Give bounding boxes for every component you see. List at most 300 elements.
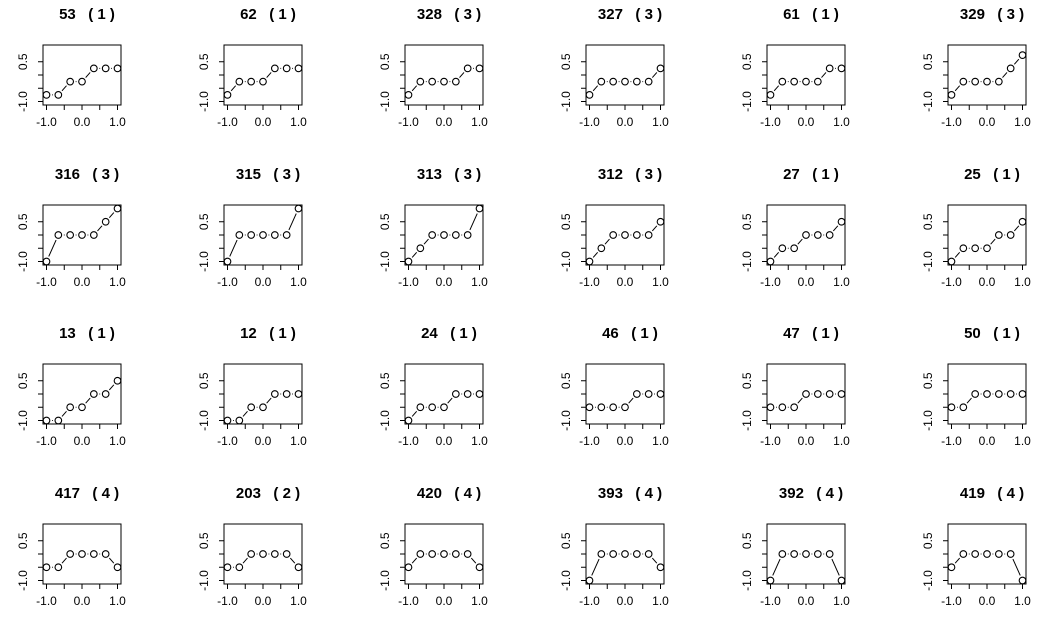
- y-tick-label: -1.0: [197, 570, 211, 591]
- data-point: [972, 391, 979, 398]
- panel-title: 46 ( 1 ): [602, 325, 658, 342]
- data-point: [283, 391, 290, 398]
- chart-panel: [0, 0, 174, 155]
- panel-plot: [724, 0, 898, 155]
- chart-panel: [724, 319, 898, 474]
- data-point: [838, 65, 845, 72]
- data-point: [248, 404, 255, 411]
- x-tick-label: -1.0: [36, 434, 57, 448]
- y-tick-label: 0.5: [559, 213, 573, 231]
- data-point: [55, 232, 62, 239]
- y-tick-label: -1.0: [921, 91, 935, 112]
- data-point: [79, 404, 86, 411]
- data-point: [441, 232, 448, 239]
- y-tick-label: 0.5: [559, 532, 573, 550]
- series-segment: [955, 558, 960, 563]
- series-segment: [424, 239, 429, 244]
- y-tick-label: -1.0: [740, 570, 754, 591]
- plot-frame: [224, 45, 302, 105]
- panel-plot: [543, 0, 717, 155]
- panel-plot: [724, 160, 898, 315]
- chart-panel: [543, 479, 717, 634]
- data-point: [1007, 551, 1014, 558]
- chart-panel: [0, 160, 174, 315]
- series-segment: [412, 558, 417, 563]
- y-tick-label: -1.0: [559, 251, 573, 272]
- data-point: [779, 245, 786, 252]
- y-tick-label: -1.0: [559, 91, 573, 112]
- data-point: [248, 551, 255, 558]
- data-point: [586, 92, 593, 99]
- data-point: [948, 404, 955, 411]
- data-point: [248, 232, 255, 239]
- x-tick-label: 1.0: [109, 594, 126, 608]
- y-tick-label: -1.0: [16, 410, 30, 431]
- panel-title: 316 ( 3 ): [54, 166, 120, 183]
- series-segment: [652, 558, 657, 563]
- y-tick-label: -1.0: [740, 251, 754, 272]
- data-point: [295, 65, 302, 72]
- y-tick-label: 0.5: [378, 213, 392, 231]
- panel-plot: [905, 319, 1043, 474]
- series-segment: [289, 214, 296, 230]
- data-point: [622, 404, 629, 411]
- plot-frame: [948, 45, 1026, 105]
- data-point: [598, 78, 605, 85]
- data-point: [453, 232, 460, 239]
- data-point: [1007, 391, 1014, 398]
- series-segment: [86, 72, 91, 77]
- x-tick-label: -1.0: [36, 115, 57, 129]
- data-point: [645, 232, 652, 239]
- series-segment: [605, 239, 610, 244]
- series-segment: [629, 398, 634, 403]
- data-point: [43, 92, 50, 99]
- data-point: [960, 404, 967, 411]
- data-point: [586, 577, 593, 584]
- panel-title: 61 ( 1 ): [783, 6, 839, 23]
- x-tick-label: 1.0: [1014, 275, 1031, 289]
- data-point: [634, 391, 641, 398]
- data-point: [67, 551, 74, 558]
- x-tick-label: 1.0: [290, 594, 307, 608]
- x-tick-label: 1.0: [652, 434, 669, 448]
- panel-title: 27 ( 1 ): [783, 166, 839, 183]
- data-point: [236, 564, 243, 571]
- y-tick-label: -1.0: [197, 410, 211, 431]
- y-tick-label: 0.5: [740, 532, 754, 550]
- data-point: [791, 78, 798, 85]
- data-point: [960, 245, 967, 252]
- series-segment: [97, 226, 102, 231]
- series-segment: [832, 559, 839, 575]
- data-point: [657, 564, 664, 571]
- data-point: [960, 551, 967, 558]
- data-point: [91, 391, 98, 398]
- data-point: [114, 205, 121, 212]
- x-tick-label: -1.0: [398, 275, 419, 289]
- x-tick-label: -1.0: [217, 115, 238, 129]
- x-tick-label: -1.0: [217, 594, 238, 608]
- y-tick-label: 0.5: [16, 532, 30, 550]
- data-point: [972, 245, 979, 252]
- data-point: [838, 218, 845, 225]
- data-point: [453, 78, 460, 85]
- data-point: [815, 391, 822, 398]
- data-point: [610, 232, 617, 239]
- x-tick-label: 0.0: [616, 115, 634, 129]
- data-point: [55, 564, 62, 571]
- data-point: [826, 391, 833, 398]
- data-point: [996, 232, 1003, 239]
- data-point: [657, 391, 664, 398]
- series-segment: [593, 86, 598, 91]
- data-point: [283, 551, 290, 558]
- data-point: [767, 258, 774, 265]
- plot-frame: [405, 45, 483, 105]
- data-point: [779, 404, 786, 411]
- data-point: [622, 78, 629, 85]
- data-point: [295, 205, 302, 212]
- plot-frame: [586, 45, 664, 105]
- data-point: [779, 78, 786, 85]
- data-point: [464, 232, 471, 239]
- x-tick-label: 0.0: [73, 115, 91, 129]
- data-point: [1007, 232, 1014, 239]
- data-point: [791, 404, 798, 411]
- data-point: [826, 65, 833, 72]
- y-tick-label: 0.5: [921, 532, 935, 550]
- panel-plot: [181, 0, 355, 155]
- x-tick-label: 0.0: [254, 594, 272, 608]
- series-segment: [109, 558, 114, 563]
- series-segment: [592, 559, 599, 575]
- x-tick-label: 1.0: [471, 275, 488, 289]
- panel-plot: [362, 160, 536, 315]
- data-point: [295, 564, 302, 571]
- y-tick-label: 0.5: [740, 53, 754, 71]
- data-point: [996, 391, 1003, 398]
- x-tick-label: -1.0: [941, 115, 962, 129]
- y-tick-label: 0.5: [559, 372, 573, 390]
- y-tick-label: -1.0: [378, 570, 392, 591]
- y-tick-label: -1.0: [559, 570, 573, 591]
- y-tick-label: -1.0: [740, 410, 754, 431]
- panel-title: 24 ( 1 ): [421, 325, 477, 342]
- panel-title: 13 ( 1 ): [59, 325, 115, 342]
- data-point: [610, 551, 617, 558]
- data-point: [405, 564, 412, 571]
- x-tick-label: 1.0: [471, 115, 488, 129]
- x-tick-label: -1.0: [36, 275, 57, 289]
- data-point: [972, 551, 979, 558]
- data-point: [102, 551, 109, 558]
- chart-panel: [724, 160, 898, 315]
- panel-title: 419 ( 4 ): [959, 485, 1025, 502]
- x-tick-label: -1.0: [941, 275, 962, 289]
- chart-panel: [181, 319, 355, 474]
- panel-title: 329 ( 3 ): [959, 6, 1025, 23]
- series-segment: [774, 252, 779, 257]
- series-segment: [459, 72, 464, 77]
- x-tick-label: 1.0: [471, 434, 488, 448]
- panel-plot: [905, 160, 1043, 315]
- panel-title: 62 ( 1 ): [240, 6, 296, 23]
- series-segment: [412, 252, 417, 257]
- data-point: [610, 404, 617, 411]
- x-tick-label: -1.0: [36, 594, 57, 608]
- data-point: [996, 551, 1003, 558]
- x-tick-label: 0.0: [435, 275, 453, 289]
- y-tick-label: 0.5: [16, 213, 30, 231]
- x-tick-label: 1.0: [109, 434, 126, 448]
- data-point: [1019, 391, 1026, 398]
- data-point: [417, 404, 424, 411]
- panel-title: 328 ( 3 ): [416, 6, 482, 23]
- data-point: [429, 404, 436, 411]
- chart-panel: [181, 160, 355, 315]
- series-segment: [1014, 226, 1019, 231]
- x-tick-label: 0.0: [435, 115, 453, 129]
- data-point: [767, 404, 774, 411]
- series-segment: [955, 86, 960, 91]
- series-segment: [773, 559, 780, 575]
- chart-panel: [543, 160, 717, 315]
- chart-panel: [905, 0, 1043, 155]
- x-tick-label: 1.0: [109, 275, 126, 289]
- data-point: [598, 551, 605, 558]
- y-tick-label: -1.0: [378, 91, 392, 112]
- data-point: [417, 245, 424, 252]
- x-tick-label: 1.0: [290, 275, 307, 289]
- y-tick-label: 0.5: [197, 213, 211, 231]
- panel-plot: [724, 319, 898, 474]
- data-point: [429, 551, 436, 558]
- x-tick-label: 1.0: [652, 115, 669, 129]
- x-tick-label: -1.0: [398, 594, 419, 608]
- series-segment: [290, 558, 295, 563]
- y-tick-label: -1.0: [378, 251, 392, 272]
- panel-plot: [362, 319, 536, 474]
- panel-title: 312 ( 3 ): [597, 166, 663, 183]
- panel-title: 53 ( 1 ): [59, 6, 115, 23]
- y-tick-label: 0.5: [921, 53, 935, 71]
- data-point: [815, 232, 822, 239]
- data-point: [283, 65, 290, 72]
- data-point: [272, 65, 279, 72]
- x-tick-label: -1.0: [941, 434, 962, 448]
- panel-title: 47 ( 1 ): [783, 325, 839, 342]
- chart-panel: [0, 319, 174, 474]
- data-point: [91, 232, 98, 239]
- panel-plot: [0, 319, 174, 474]
- data-point: [476, 564, 483, 571]
- x-tick-label: 1.0: [833, 275, 850, 289]
- data-point: [429, 232, 436, 239]
- x-tick-label: 0.0: [797, 434, 815, 448]
- data-point: [224, 417, 231, 424]
- y-tick-label: -1.0: [16, 91, 30, 112]
- data-point: [1019, 52, 1026, 59]
- data-point: [657, 218, 664, 225]
- x-tick-label: 0.0: [435, 434, 453, 448]
- x-tick-label: -1.0: [760, 275, 781, 289]
- chart-panel: [181, 0, 355, 155]
- data-point: [441, 404, 448, 411]
- x-tick-label: 0.0: [73, 594, 91, 608]
- series-segment: [991, 239, 996, 244]
- data-point: [634, 78, 641, 85]
- panel-plot: [905, 479, 1043, 634]
- data-point: [826, 551, 833, 558]
- data-point: [441, 551, 448, 558]
- x-tick-label: 0.0: [978, 594, 996, 608]
- panel-plot: [362, 0, 536, 155]
- data-point: [803, 78, 810, 85]
- data-point: [779, 551, 786, 558]
- chart-panel: [543, 0, 717, 155]
- data-point: [610, 78, 617, 85]
- data-point: [248, 78, 255, 85]
- panel-plot: [181, 479, 355, 634]
- series-segment: [62, 558, 67, 563]
- series-segment: [967, 398, 972, 403]
- data-point: [102, 218, 109, 225]
- series-segment: [243, 558, 248, 563]
- x-tick-label: 1.0: [471, 594, 488, 608]
- y-tick-label: 0.5: [378, 372, 392, 390]
- panel-title: 393 ( 4 ): [597, 485, 663, 502]
- data-point: [236, 417, 243, 424]
- series-segment: [652, 226, 657, 231]
- data-point: [67, 78, 74, 85]
- data-point: [657, 65, 664, 72]
- series-segment: [49, 240, 56, 256]
- data-point: [55, 417, 62, 424]
- panel-title: 25 ( 1 ): [964, 166, 1020, 183]
- y-tick-label: -1.0: [197, 91, 211, 112]
- x-tick-label: -1.0: [760, 115, 781, 129]
- data-point: [464, 551, 471, 558]
- chart-panel: [362, 160, 536, 315]
- data-point: [645, 551, 652, 558]
- chart-panel: [724, 479, 898, 634]
- data-point: [598, 245, 605, 252]
- y-tick-label: 0.5: [16, 53, 30, 71]
- x-tick-label: -1.0: [579, 275, 600, 289]
- data-point: [55, 92, 62, 99]
- x-tick-label: 1.0: [1014, 594, 1031, 608]
- data-point: [476, 65, 483, 72]
- data-point: [79, 551, 86, 558]
- data-point: [260, 551, 267, 558]
- panel-title: 12 ( 1 ): [240, 325, 296, 342]
- data-point: [476, 205, 483, 212]
- chart-panel: [724, 0, 898, 155]
- series-segment: [955, 252, 960, 257]
- data-point: [91, 551, 98, 558]
- series-segment: [821, 72, 826, 77]
- panel-title: 327 ( 3 ): [597, 6, 663, 23]
- y-tick-label: -1.0: [197, 251, 211, 272]
- data-point: [1019, 218, 1026, 225]
- x-tick-label: -1.0: [760, 434, 781, 448]
- y-tick-label: -1.0: [16, 251, 30, 272]
- data-point: [634, 551, 641, 558]
- data-point: [67, 232, 74, 239]
- x-tick-label: 1.0: [833, 115, 850, 129]
- series-segment: [833, 226, 838, 231]
- data-point: [791, 245, 798, 252]
- data-point: [767, 577, 774, 584]
- data-point: [79, 232, 86, 239]
- y-tick-label: -1.0: [16, 570, 30, 591]
- series-segment: [1014, 59, 1019, 64]
- x-tick-label: 0.0: [254, 434, 272, 448]
- y-tick-label: 0.5: [197, 532, 211, 550]
- data-point: [586, 404, 593, 411]
- data-point: [453, 551, 460, 558]
- data-point: [634, 232, 641, 239]
- panel-plot: [0, 479, 174, 634]
- x-tick-label: -1.0: [217, 434, 238, 448]
- data-point: [476, 391, 483, 398]
- x-tick-label: -1.0: [760, 594, 781, 608]
- y-tick-label: -1.0: [921, 410, 935, 431]
- data-point: [948, 92, 955, 99]
- data-point: [405, 417, 412, 424]
- y-tick-label: -1.0: [740, 91, 754, 112]
- x-tick-label: 1.0: [652, 594, 669, 608]
- data-point: [972, 78, 979, 85]
- x-tick-label: 0.0: [616, 275, 634, 289]
- data-point: [405, 258, 412, 265]
- series-segment: [448, 398, 453, 403]
- data-point: [586, 258, 593, 265]
- series-segment: [1013, 559, 1020, 575]
- data-point: [948, 258, 955, 265]
- data-point: [272, 391, 279, 398]
- data-point: [79, 78, 86, 85]
- data-point: [838, 391, 845, 398]
- x-tick-label: -1.0: [941, 594, 962, 608]
- x-tick-label: -1.0: [579, 115, 600, 129]
- data-point: [960, 78, 967, 85]
- panel-title: 417 ( 4 ): [54, 485, 120, 502]
- panel-title: 315 ( 3 ): [235, 166, 301, 183]
- x-tick-label: 0.0: [73, 275, 91, 289]
- data-point: [803, 391, 810, 398]
- chart-panel: [362, 319, 536, 474]
- data-point: [464, 391, 471, 398]
- data-point: [102, 65, 109, 72]
- x-tick-label: 1.0: [1014, 434, 1031, 448]
- x-tick-label: 0.0: [797, 594, 815, 608]
- y-tick-label: 0.5: [16, 372, 30, 390]
- x-tick-label: -1.0: [579, 434, 600, 448]
- y-tick-label: 0.5: [921, 213, 935, 231]
- data-point: [838, 577, 845, 584]
- panel-plot: [543, 160, 717, 315]
- x-tick-label: 0.0: [616, 594, 634, 608]
- x-tick-label: 0.0: [797, 115, 815, 129]
- data-point: [984, 78, 991, 85]
- panel-title: 50 ( 1 ): [964, 325, 1020, 342]
- x-tick-label: 1.0: [833, 594, 850, 608]
- series-segment: [230, 240, 237, 256]
- panel-plot: [181, 160, 355, 315]
- y-tick-label: 0.5: [378, 53, 392, 71]
